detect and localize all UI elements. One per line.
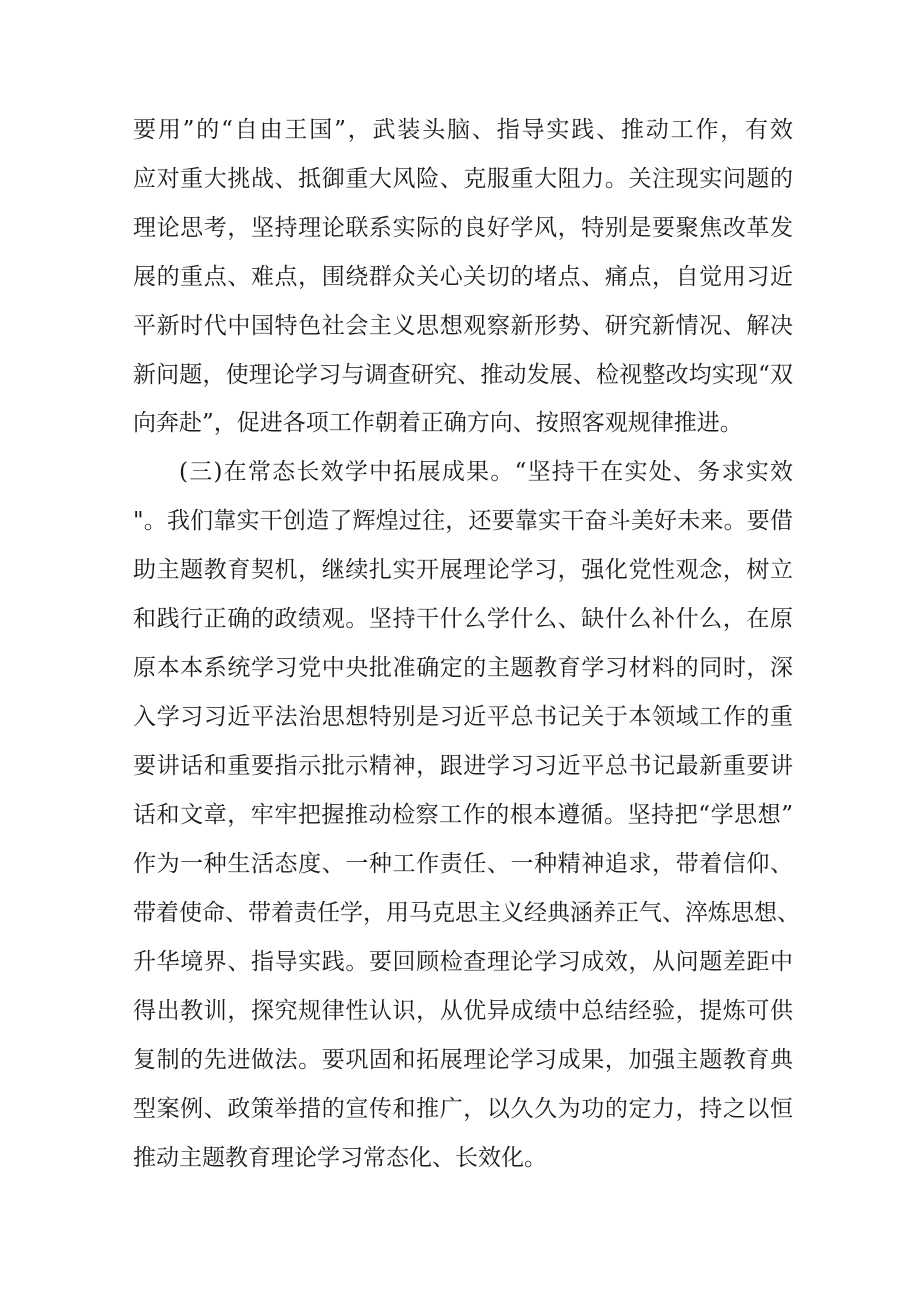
paragraph-2-line-4: 和践行正确的政绩观。坚持干什么学什么、缺什么补什么，在原	[133, 606, 793, 632]
paragraph-2-line-12: 得出教训，探究规律性认识，从优异成绩中总结经验，提炼可供	[133, 998, 793, 1024]
paragraph-2-line-5: 原本本系统学习党中央批准确定的主题教育学习材料的同时，深	[133, 655, 793, 681]
paragraph-1-line-5: 平新时代中国特色社会主义思想观察新形势、研究新情况、解决	[133, 313, 793, 339]
paragraph-1-line-6: 新问题，使理论学习与调查研究、推动发展、检视整改均实现“双	[133, 362, 793, 388]
paragraph-2-line-6: 入学习习近平法治思想特别是习近平总书记关于本领域工作的重	[133, 704, 793, 730]
paragraph-2-line-8: 话和文章，牢牢把握推动检察工作的根本遵循。坚持把“学思想”	[133, 802, 793, 828]
paragraph-1-line-4: 展的重点、难点，围绕群众关心关切的堵点、痛点，自觉用习近	[133, 264, 793, 290]
paragraph-1-line-2: 应对重大挑战、抵御重大风险、克服重大阻力。关注现实问题的	[133, 166, 793, 192]
paragraph-1-line-3: 理论思考，坚持理论联系实际的良好学风，特别是要聚焦改革发	[133, 215, 793, 241]
paragraph-2-line-10: 带着使命、带着责任学，用马克思主义经典涵养正气、淬炼思想、	[133, 900, 800, 926]
paragraph-2-line-15: 推动主题教育理论学习常态化、长效化。	[133, 1145, 547, 1171]
paragraph-1-line-7: 向奔赴”，促进各项工作朝着正确方向、按照客观规律推进。	[133, 410, 743, 436]
paragraph-2-line-9: 作为一种生活态度、一种工作责任、一种精神追求，带着信仰、	[133, 851, 793, 877]
paragraph-1-line-1: 要用”的“自由王国”，武装头脑、指导实践、推动工作，有效	[133, 117, 793, 143]
paragraph-2-line-2: "。我们靠实干创造了辉煌过往，还要靠实干奋斗美好未来。要借	[133, 508, 793, 534]
paragraph-2-line-13: 复制的先进做法。要巩固和拓展理论学习成果，加强主题教育典	[133, 1047, 793, 1073]
paragraph-2-line-11: 升华境界、指导实践。要回顾检查理论学习成效，从问题差距中	[133, 949, 793, 975]
paragraph-2-line-14: 型案例、政策举措的宣传和推广，以久久为功的定力，持之以恒	[133, 1096, 793, 1122]
paragraph-2-line-1: (三)在常态长效学中拓展成果。“坚持干在实处、务求实效	[179, 459, 793, 485]
paragraph-2-line-3: 助主题教育契机，继续扎实开展理论学习，强化党性观念，树立	[133, 557, 793, 583]
paragraph-2-line-7: 要讲话和重要指示批示精神，跟进学习习近平总书记最新重要讲	[133, 753, 793, 779]
